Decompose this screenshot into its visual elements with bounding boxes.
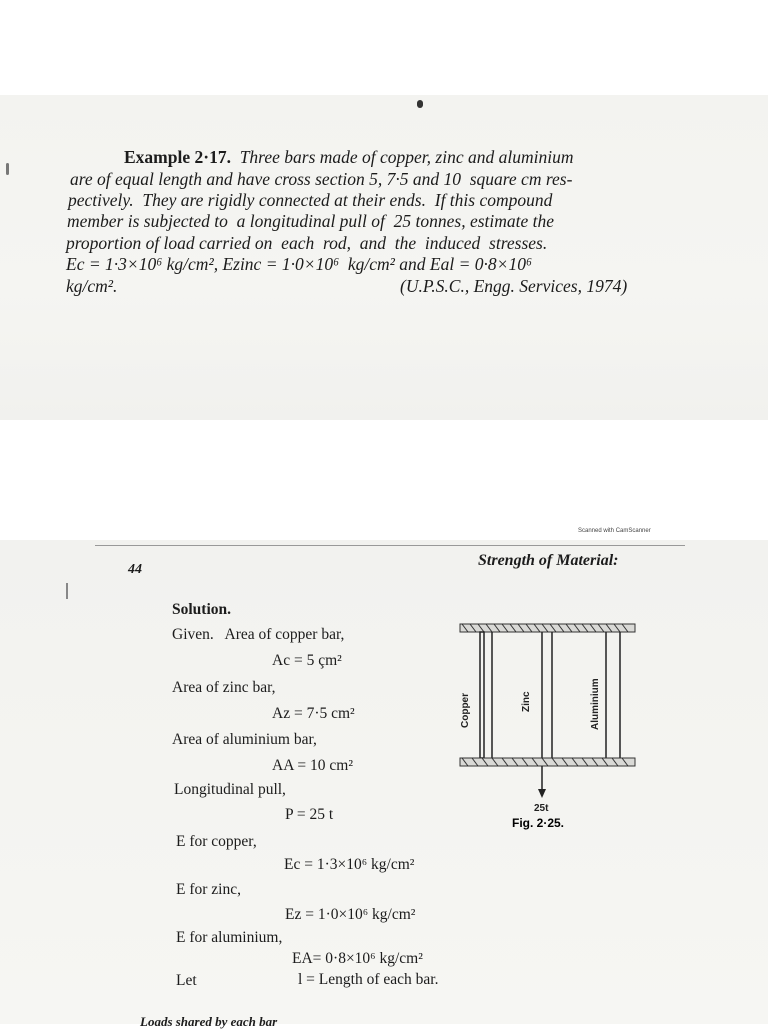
scan-mark-top bbox=[417, 100, 423, 108]
given-copper-area: Given. Area of copper bar, bbox=[172, 626, 345, 643]
example-line-2: are of equal length and have cross section 5, 7·5 and 10 square cm res- bbox=[70, 169, 573, 189]
example-line-6: Ec = 1·3×10⁶ kg/cm², Ezinc = 1·0×10⁶ kg/cm² and Eal = 0·8×10⁶ bbox=[66, 254, 533, 274]
load-label: 25t bbox=[534, 803, 549, 814]
solution-title: Solution. bbox=[172, 601, 232, 618]
example-line-5: proportion of load carried on each rod, and the induced stresses. bbox=[66, 233, 548, 253]
e-copper-label: E for copper, bbox=[176, 833, 257, 850]
example-citation: (U.P.S.C., Engg. Services, 1974) bbox=[400, 276, 628, 296]
compound-bar-figure bbox=[450, 612, 650, 842]
example-line-1 bbox=[124, 147, 573, 168]
scan-mark-page bbox=[66, 583, 68, 599]
aluminium-label: Aluminium bbox=[590, 678, 601, 730]
aluminium-area-label: Area of aluminium bar, bbox=[172, 731, 317, 748]
page-number: 44 bbox=[128, 562, 142, 577]
scanner-watermark: Scanned with CamScanner bbox=[578, 528, 651, 534]
example-heading: Example 2·17. bbox=[124, 147, 231, 167]
e-zinc-value: Ez = 1·0×10⁶ kg/cm² bbox=[285, 906, 416, 923]
pull-value: P = 25 t bbox=[285, 806, 334, 823]
zinc-area-label: Area of zinc bar, bbox=[172, 679, 276, 696]
e-zinc-label: E for zinc, bbox=[176, 881, 241, 898]
load-arrow-head bbox=[538, 789, 546, 798]
example-line-7-left: kg/cm². bbox=[66, 276, 118, 296]
zinc-label: Zinc bbox=[521, 691, 532, 712]
aluminium-area-value: AA = 10 cm² bbox=[272, 757, 353, 774]
page-top-rule bbox=[95, 545, 685, 546]
figure-caption: Fig. 2·25. bbox=[512, 816, 565, 830]
example-line-4: member is subjected to a longitudinal pull of 25 tonnes, estimate the bbox=[67, 211, 555, 231]
e-aluminium-value: EA= 0·8×10⁶ kg/cm² bbox=[292, 950, 423, 967]
copper-label: Copper bbox=[460, 693, 471, 728]
length-definition: l = Length of each bar. bbox=[298, 971, 439, 988]
scan-mark-left bbox=[6, 163, 9, 175]
pull-label: Longitudinal pull, bbox=[174, 781, 286, 798]
e-aluminium-label: E for aluminium, bbox=[176, 929, 283, 946]
running-head: Strength of Material: bbox=[478, 552, 619, 569]
copper-bar bbox=[480, 632, 484, 758]
loads-shared-heading: Loads shared by each bar bbox=[140, 1014, 278, 1029]
example-line-1-text: Three bars made of copper, zinc and aluminium bbox=[239, 147, 574, 167]
copper-area-value: Ac = 5 çm² bbox=[272, 652, 342, 669]
e-copper-value: Ec = 1·3×10⁶ kg/cm² bbox=[284, 856, 415, 873]
zinc-area-value: Az = 7·5 cm² bbox=[272, 705, 355, 722]
example-line-3: pectively. They are rigidly connected at their ends. If this compound bbox=[68, 190, 553, 210]
let-label: Let bbox=[176, 972, 197, 989]
